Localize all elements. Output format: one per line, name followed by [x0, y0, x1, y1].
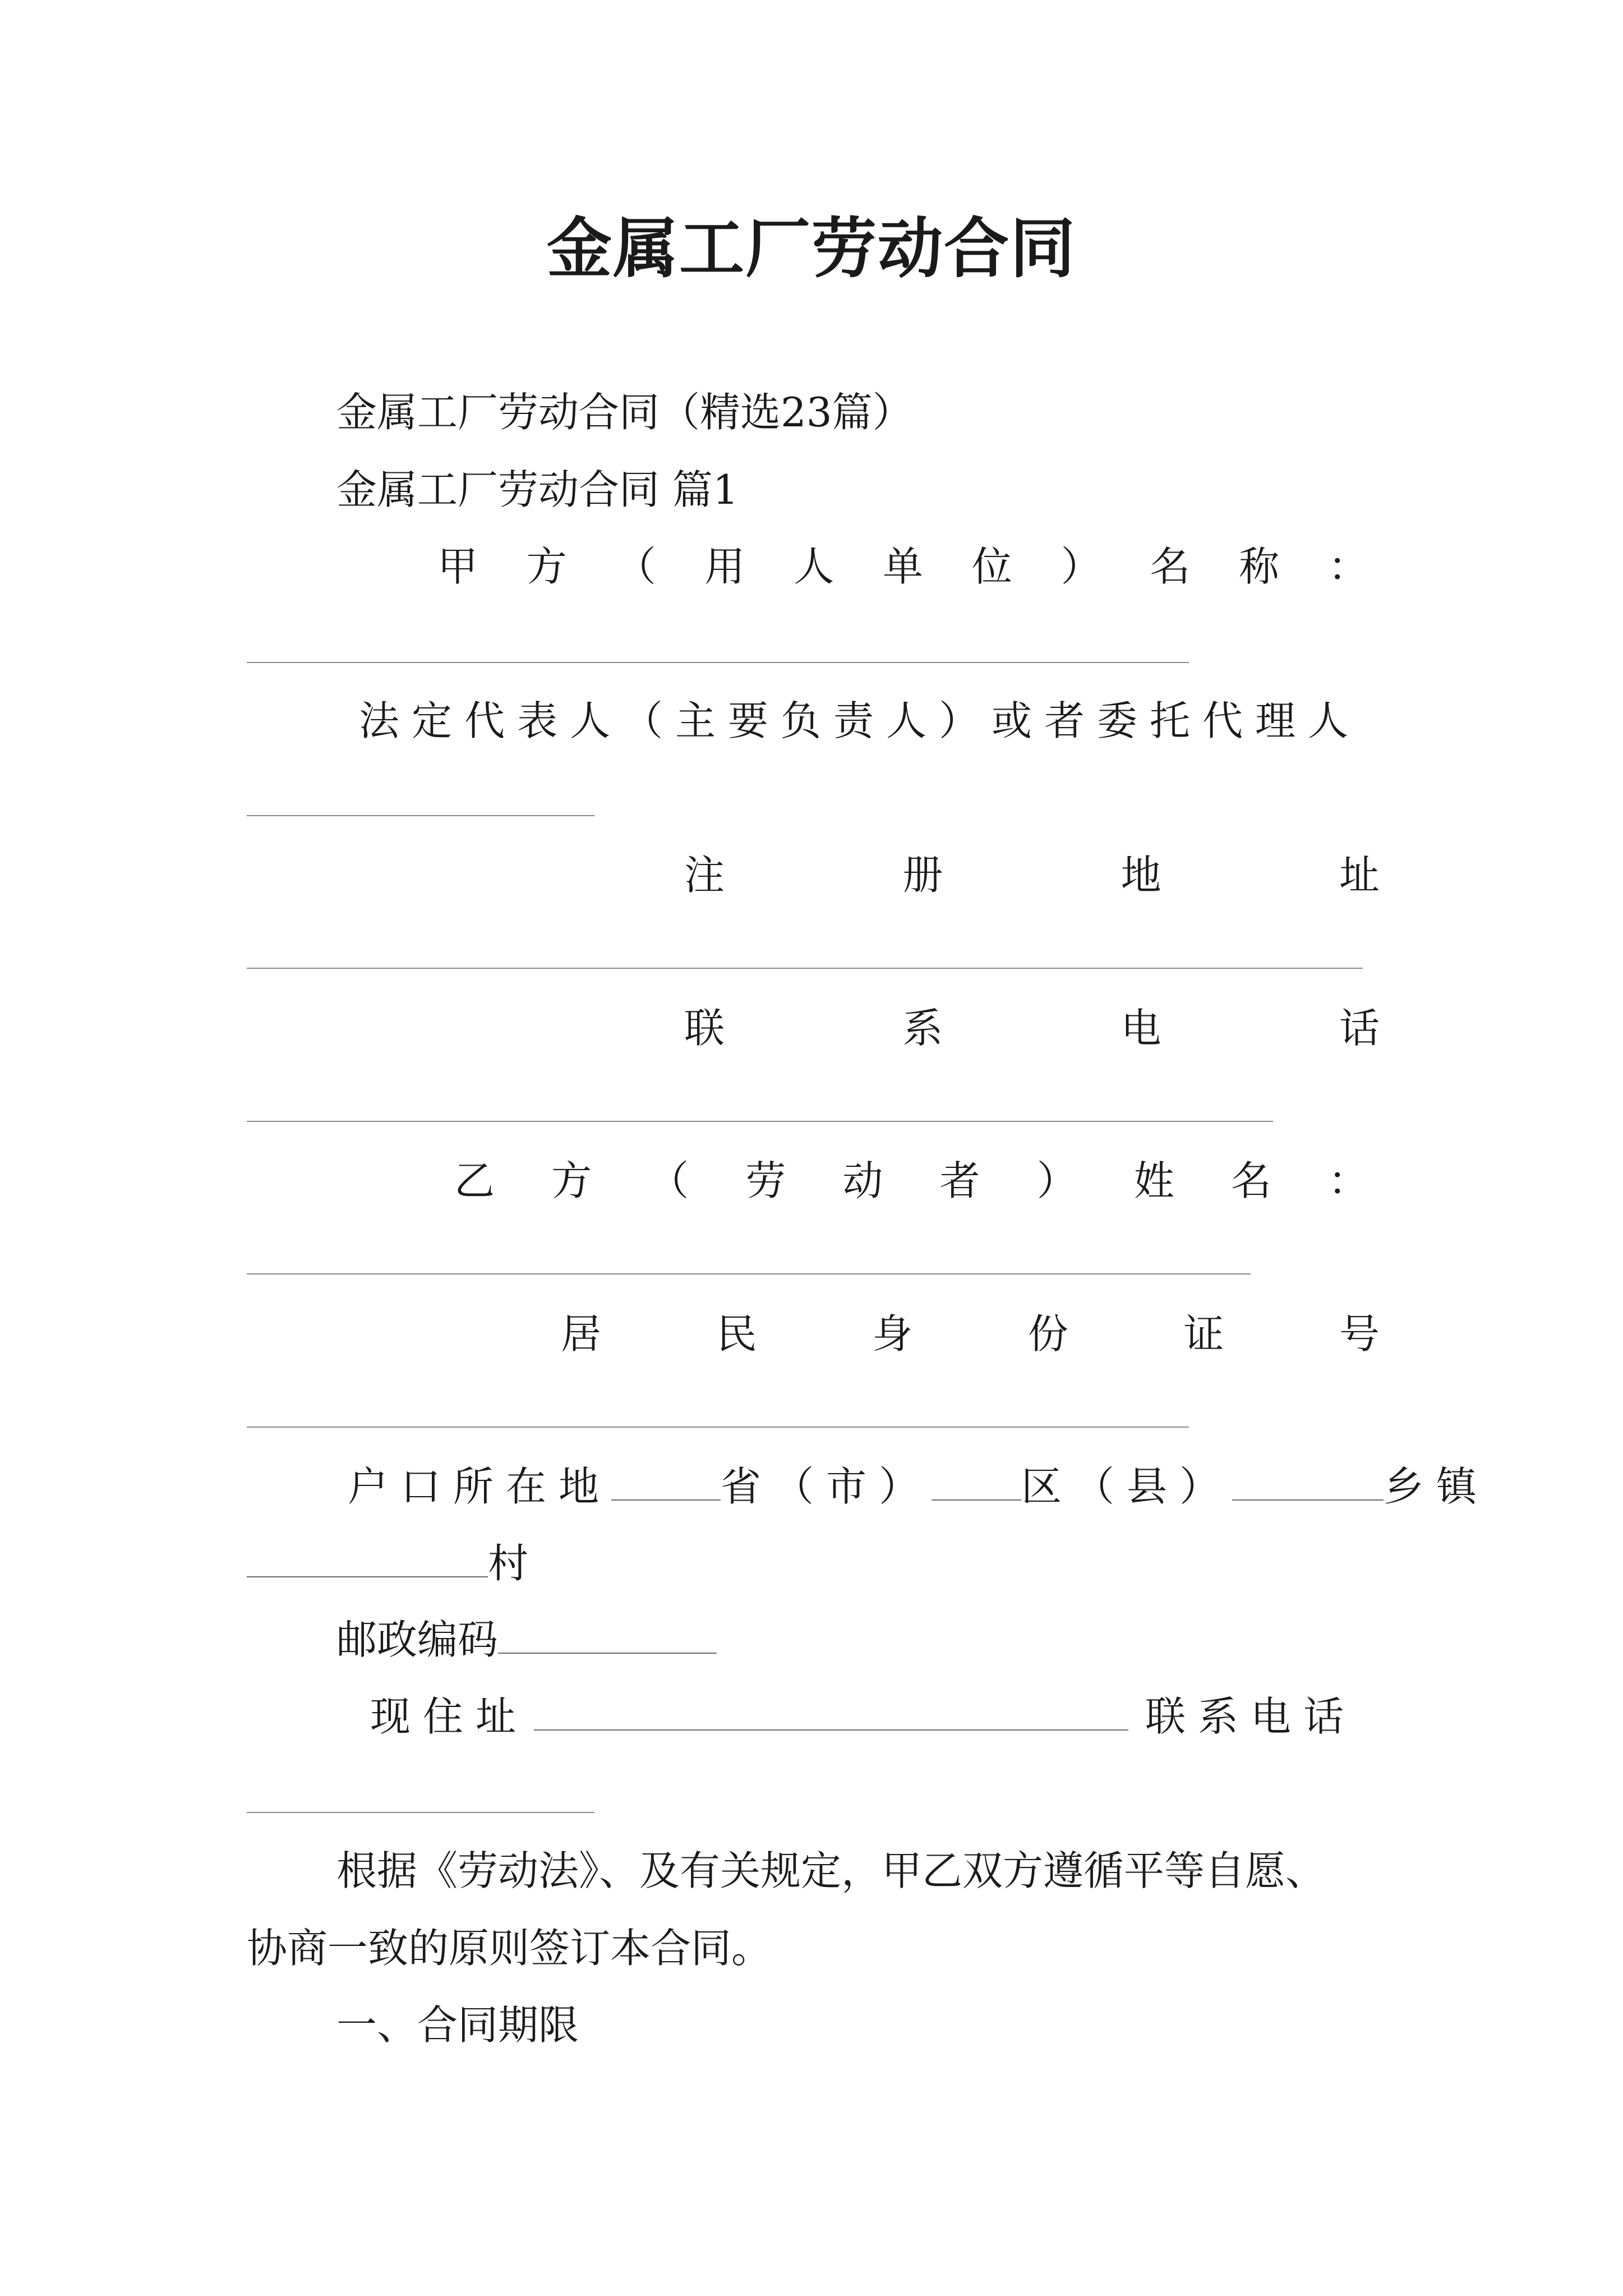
- label-char: 名: [1230, 1157, 1271, 1204]
- registered-address-blank[interactable]: [247, 968, 1363, 969]
- label-char: 注: [684, 852, 725, 899]
- label-char: 劳: [745, 1157, 786, 1204]
- label-char: 单: [882, 543, 923, 590]
- section-heading: 金属工厂劳动合同 篇1: [336, 466, 739, 513]
- legal-rep-label: 法定代表人（主要负责人）或者委托代理人: [359, 697, 1361, 744]
- town-label: 乡镇: [1384, 1463, 1490, 1510]
- label-char: 位: [971, 543, 1012, 590]
- label-char: 方: [551, 1157, 592, 1204]
- resident-id-label: [561, 1309, 1380, 1359]
- village-blank[interactable]: [247, 1542, 488, 1577]
- village-label: 村: [488, 1540, 529, 1587]
- label-char: 册: [902, 852, 943, 899]
- registered-address-label: [684, 850, 1380, 900]
- label-char: ）: [1061, 543, 1101, 590]
- label-char: 人: [794, 543, 834, 590]
- label-char: ：: [1327, 1157, 1368, 1204]
- label-char: （: [615, 543, 656, 590]
- postal-code-blank[interactable]: [498, 1618, 717, 1654]
- label-char: 者: [939, 1157, 980, 1204]
- label-char: 名: [1150, 543, 1191, 590]
- label-char: 联: [684, 1005, 725, 1052]
- label-char: 用: [704, 543, 745, 590]
- label-char: 称: [1239, 543, 1280, 590]
- party-b-phone-label: 联系电话: [1145, 1693, 1357, 1740]
- body-paragraph-line-1: 根据《劳动法》、及有关规定，甲乙双方遵循平等自愿、: [336, 1847, 1326, 1894]
- contact-phone-label: [684, 1003, 1380, 1053]
- label-char: 电: [1121, 1005, 1161, 1052]
- current-address-label: 现住址: [370, 1693, 529, 1740]
- body-paragraph-line-2: 协商一致的原则签订本合同。: [247, 1925, 772, 1972]
- label-char: 证: [1183, 1310, 1224, 1358]
- label-char: 份: [1027, 1310, 1068, 1358]
- label-char: ）: [1036, 1157, 1077, 1204]
- province-label: 省（市）: [721, 1463, 932, 1510]
- party-b-name-label: [454, 1156, 1368, 1206]
- postal-code-label: 邮政编码: [336, 1616, 499, 1663]
- label-char: 甲: [437, 543, 478, 590]
- label-char: 乙: [454, 1157, 495, 1204]
- party-a-name-blank[interactable]: [247, 662, 1189, 663]
- label-char: 居: [561, 1310, 602, 1358]
- district-blank[interactable]: [932, 1465, 1021, 1501]
- legal-rep-blank[interactable]: [247, 815, 594, 816]
- household-registration-line: [348, 1461, 1489, 1512]
- postal-code-line: [336, 1614, 717, 1665]
- current-address-blank[interactable]: [534, 1695, 1128, 1731]
- label-char: 话: [1339, 1005, 1380, 1052]
- label-char: 动: [842, 1157, 883, 1204]
- label-char: 身: [872, 1310, 913, 1358]
- resident-id-blank[interactable]: [247, 1427, 1189, 1428]
- town-blank[interactable]: [1232, 1465, 1384, 1501]
- label-char: 民: [716, 1310, 757, 1358]
- document-title: 金属工厂劳动合同: [547, 210, 1076, 287]
- party-b-phone-blank[interactable]: [247, 1812, 594, 1813]
- label-char: 地: [1121, 852, 1161, 899]
- label-char: 方: [526, 543, 567, 590]
- label-char: ：: [1327, 543, 1368, 590]
- label-char: 址: [1339, 852, 1380, 899]
- province-blank[interactable]: [611, 1465, 721, 1501]
- label-char: 姓: [1133, 1157, 1174, 1204]
- current-address-line: [370, 1691, 1356, 1742]
- document-subtitle: 金属工厂劳动合同（精选23篇）: [336, 389, 913, 436]
- district-label: 区（县）: [1021, 1463, 1233, 1510]
- party-a-name-label: [437, 541, 1368, 592]
- label-char: 系: [902, 1005, 943, 1052]
- party-b-name-blank[interactable]: [247, 1273, 1251, 1274]
- household-prefix: 户口所在地: [348, 1463, 612, 1510]
- contact-phone-blank[interactable]: [247, 1121, 1273, 1122]
- clause-heading-1: 一、合同期限: [336, 2001, 579, 2049]
- village-line: [247, 1538, 528, 1589]
- label-char: （: [648, 1157, 689, 1204]
- label-char: 号: [1339, 1310, 1380, 1358]
